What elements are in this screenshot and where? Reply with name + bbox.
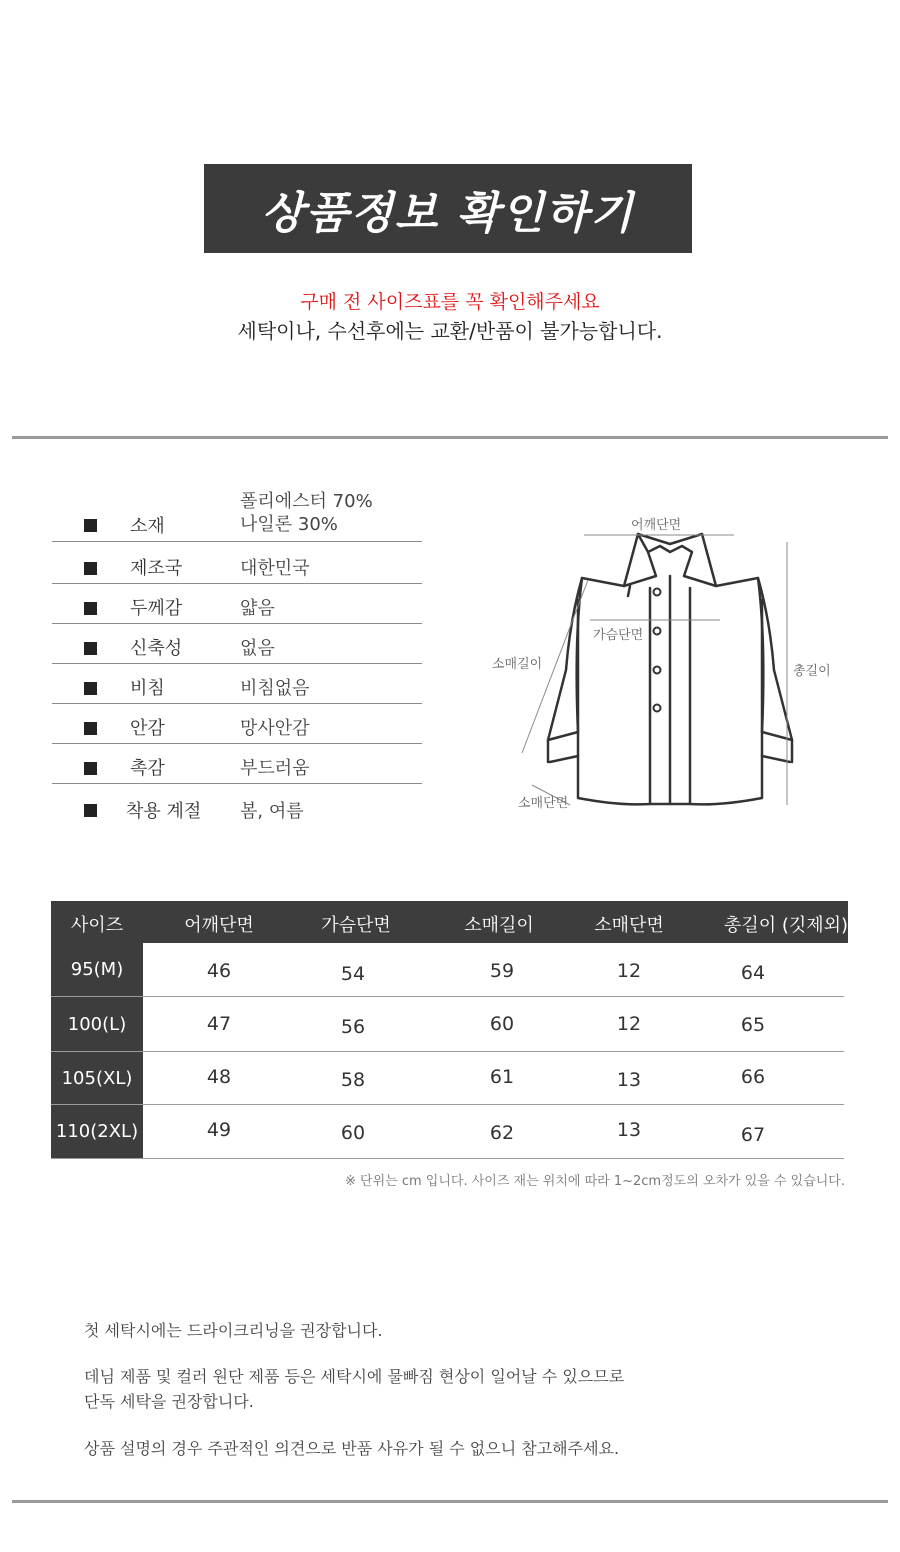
cell-chest: 54 bbox=[340, 963, 366, 985]
table-row bbox=[51, 997, 844, 1052]
cell-sleeve-width: 13 bbox=[616, 1069, 642, 1091]
cell-shoulder: 46 bbox=[206, 960, 232, 982]
cell-shoulder: 47 bbox=[206, 1013, 232, 1035]
header-sleeve-length: 소매길이 bbox=[464, 915, 534, 936]
cell-chest: 58 bbox=[340, 1069, 366, 1091]
info-row-transparency bbox=[52, 665, 422, 704]
bullet-icon bbox=[84, 804, 97, 817]
size-note: ※ 단위는 cm 입니다. 사이즈 재는 위치에 따라 1~2cm정도의 오차가 있을 수 있습니다. bbox=[345, 1174, 845, 1189]
table-row bbox=[51, 1052, 844, 1105]
info-key: 안감 bbox=[130, 718, 165, 739]
info-value: 망사안감 bbox=[240, 718, 310, 739]
header-size: 사이즈 bbox=[70, 915, 124, 936]
info-key: 소재 bbox=[130, 516, 165, 537]
section-divider bbox=[12, 436, 888, 439]
cell-total-length: 65 bbox=[740, 1014, 766, 1036]
care-text-bleeding: 데님 제품 및 컬러 원단 제품 등은 세탁시에 물빠짐 현상이 일어날 수 있으므로 bbox=[84, 1367, 625, 1386]
cell-shoulder: 49 bbox=[206, 1119, 232, 1141]
row-size: 105(XL) bbox=[51, 1052, 143, 1104]
info-value-line2: 나일론 30% bbox=[240, 514, 338, 535]
header-total-length: 총길이 (깃제외) bbox=[723, 915, 849, 936]
bullet-icon bbox=[84, 562, 97, 575]
bullet-icon bbox=[84, 682, 97, 695]
cell-sleeve-width: 12 bbox=[616, 1013, 642, 1035]
info-key: 비침 bbox=[130, 678, 165, 699]
cell-sleeve-length: 60 bbox=[489, 1013, 515, 1035]
cell-sleeve-width: 13 bbox=[616, 1119, 642, 1141]
footer-divider bbox=[12, 1500, 888, 1503]
info-value-line1: 폴리에스터 70% bbox=[240, 491, 373, 512]
info-row-lining bbox=[52, 705, 422, 744]
info-key: 착용 계절 bbox=[126, 801, 202, 822]
info-key: 두께감 bbox=[130, 598, 183, 619]
cell-chest: 60 bbox=[340, 1122, 366, 1144]
diagram-label-sleeve-length: 소매길이 bbox=[492, 657, 543, 672]
care-text-disclaimer: 상품 설명의 경우 주관적인 의견으로 반품 사유가 될 수 없으니 참고해주세요. bbox=[84, 1439, 620, 1458]
header-chest: 가슴단면 bbox=[321, 915, 391, 936]
coat-buttons-icon bbox=[654, 589, 661, 712]
diagram-label-sleeve-width: 소매단면 bbox=[518, 796, 569, 811]
cell-sleeve-length: 62 bbox=[489, 1122, 515, 1144]
cell-sleeve-length: 59 bbox=[489, 960, 515, 982]
info-value: 대한민국 bbox=[240, 558, 310, 579]
coat-outline-icon bbox=[548, 534, 792, 804]
size-check-notice: 구매 전 사이즈표를 꼭 확인해주세요 bbox=[300, 291, 600, 313]
table-row bbox=[51, 943, 844, 997]
size-table-header bbox=[51, 901, 848, 943]
info-row-origin bbox=[52, 545, 422, 584]
info-row-stretch bbox=[52, 625, 422, 664]
cell-total-length: 67 bbox=[740, 1124, 766, 1146]
care-text-separate-wash: 단독 세탁을 권장합니다. bbox=[84, 1392, 254, 1411]
info-key: 제조국 bbox=[130, 558, 183, 579]
bullet-icon bbox=[84, 762, 97, 775]
diagram-label-shoulder: 어깨단면 bbox=[631, 518, 682, 533]
info-row-touch bbox=[52, 745, 422, 784]
info-row-material bbox=[52, 491, 422, 542]
page-title: 상품정보 확인하기 bbox=[204, 164, 692, 253]
info-row-season bbox=[52, 788, 422, 826]
info-value: 부드러움 bbox=[240, 758, 310, 779]
cell-chest: 56 bbox=[340, 1016, 366, 1038]
row-size: 100(L) bbox=[51, 997, 143, 1051]
header-shoulder: 어깨단면 bbox=[184, 915, 254, 936]
info-row-thickness bbox=[52, 585, 422, 624]
row-size: 110(2XL) bbox=[51, 1105, 143, 1158]
care-text-dryclean: 첫 세탁시에는 드라이크리닝을 권장합니다. bbox=[84, 1321, 383, 1340]
no-return-notice: 세탁이나, 수선후에는 교환/반품이 불가능합니다. bbox=[237, 319, 663, 343]
info-value: 없음 bbox=[240, 638, 275, 659]
diagram-label-total-length: 총길이 bbox=[793, 664, 831, 679]
bullet-icon bbox=[84, 642, 97, 655]
info-key: 촉감 bbox=[130, 758, 165, 779]
info-value: 비침없음 bbox=[240, 678, 310, 699]
bullet-icon bbox=[84, 519, 97, 532]
info-value: 봄, 여름 bbox=[240, 801, 304, 822]
header-sleeve-width: 소매단면 bbox=[594, 915, 664, 936]
table-row bbox=[51, 1105, 844, 1159]
bullet-icon bbox=[84, 602, 97, 615]
row-size: 95(M) bbox=[51, 943, 143, 996]
cell-shoulder: 48 bbox=[206, 1066, 232, 1088]
cell-sleeve-length: 61 bbox=[489, 1066, 515, 1088]
diagram-label-chest: 가슴단면 bbox=[593, 628, 644, 643]
cell-total-length: 64 bbox=[740, 962, 766, 984]
info-key: 신축성 bbox=[130, 638, 183, 659]
cell-sleeve-width: 12 bbox=[616, 960, 642, 982]
bullet-icon bbox=[84, 722, 97, 735]
cell-total-length: 66 bbox=[740, 1066, 766, 1088]
info-value: 얇음 bbox=[240, 598, 275, 619]
